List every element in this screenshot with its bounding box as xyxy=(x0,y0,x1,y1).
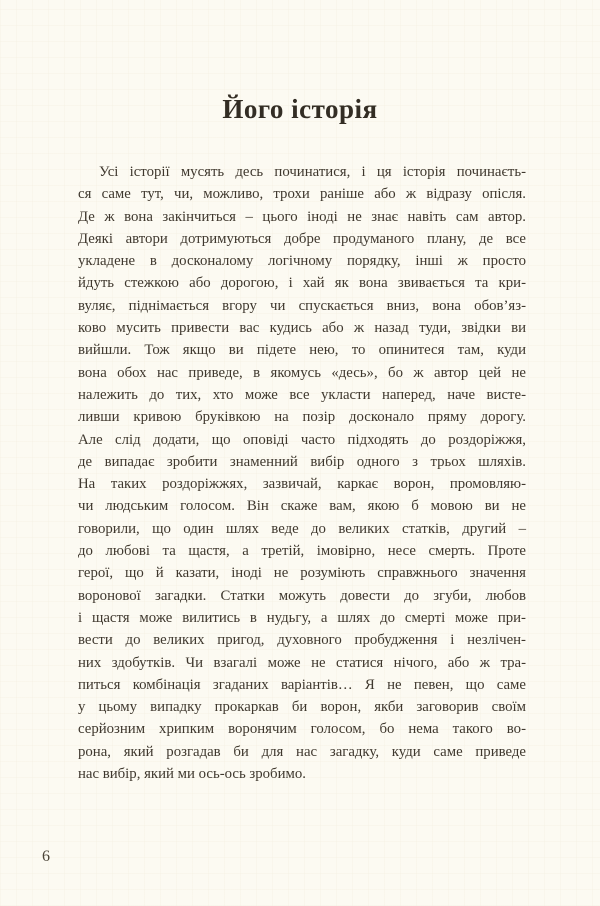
body-text xyxy=(78,161,526,785)
text-line: Але слід додати, що оповіді часто підходять до роздоріжжя, xyxy=(78,431,526,448)
text-line: воронової загадки. Статки можуть довести до згуби, любов xyxy=(78,587,526,604)
text-line: На таких роздоріжжях, зазвичай, каркає ворон, промовляю- xyxy=(78,476,526,493)
page-number: 6 xyxy=(42,848,50,865)
text-line: ся саме тут, чи, можливо, трохи раніше або ж відразу опісля. xyxy=(78,186,526,203)
text-line: належить до тих, хто може все укласти наперед, наче висте- xyxy=(78,386,526,403)
text-line: вийшли. Тож якщо ви підете нею, то опинитеся там, куди xyxy=(78,342,526,359)
text-line: питься комбінація згаданих варіантів… Я не певен, що саме xyxy=(78,676,526,693)
text-line: Усі історії мусять десь починатися, і ця історія починаєть- xyxy=(99,164,526,180)
text-line: Де ж вона закінчиться – цього іноді не знає навіть сам автор. xyxy=(78,208,526,225)
text-line: і щастя може вилитись в нудьгу, а шлях до смерті може при- xyxy=(78,609,526,626)
text-line: нас вибір, який ми ось-ось зробимо. xyxy=(78,766,306,783)
text-line: ливши кривою бруківкою на позір досконало пряму дорогу. xyxy=(78,409,526,426)
text-line: рона, який розгадав би для нас загадку, куди саме приведе xyxy=(78,743,526,760)
text-line: герої, що й казати, іноді не розуміють справжнього значення xyxy=(78,565,526,582)
text-line: них здобутків. Чи взагалі може не статися нічого, або ж тра- xyxy=(78,654,526,671)
text-line: говорили, що один шлях веде до великих статків, другий – xyxy=(78,520,526,537)
chapter-title: Його історія xyxy=(222,94,378,124)
text-line: вести до великих пригод, духовного пробудження і незлічен- xyxy=(78,632,526,649)
text-line: укладене в досконалому логічному порядку, інші ж просто xyxy=(78,253,526,270)
text-line: ково мусить привести вас кудись або ж назад туди, звідки ви xyxy=(78,320,526,337)
text-line: серйозним хрипким воронячим голосом, бо нема такого во- xyxy=(78,721,526,738)
text-line: до любові та щастя, а третій, імовірно, несе смерть. Проте xyxy=(78,543,526,560)
text-line: йдуть стежкою або дорогою, і хай як вона звивається та кри- xyxy=(78,275,526,292)
text-line: вуляє, піднімається вгору чи спускається вниз, вона обов’яз- xyxy=(78,297,526,314)
text-line: у цьому випадку прокаркав би ворон, якби заговорив своїм xyxy=(78,699,526,716)
text-line: Деякі автори дотримуються добре продуманого плану, де все xyxy=(78,230,526,247)
text-line: вона обох нас приведе, в якомусь «десь», бо ж автор цей не xyxy=(78,364,526,381)
text-line: де випадає зробити знаменний вибір одного з трьох шляхів. xyxy=(78,453,526,470)
text-line: чи людським голосом. Він скаже вам, якою б мовою ви не xyxy=(78,498,526,515)
